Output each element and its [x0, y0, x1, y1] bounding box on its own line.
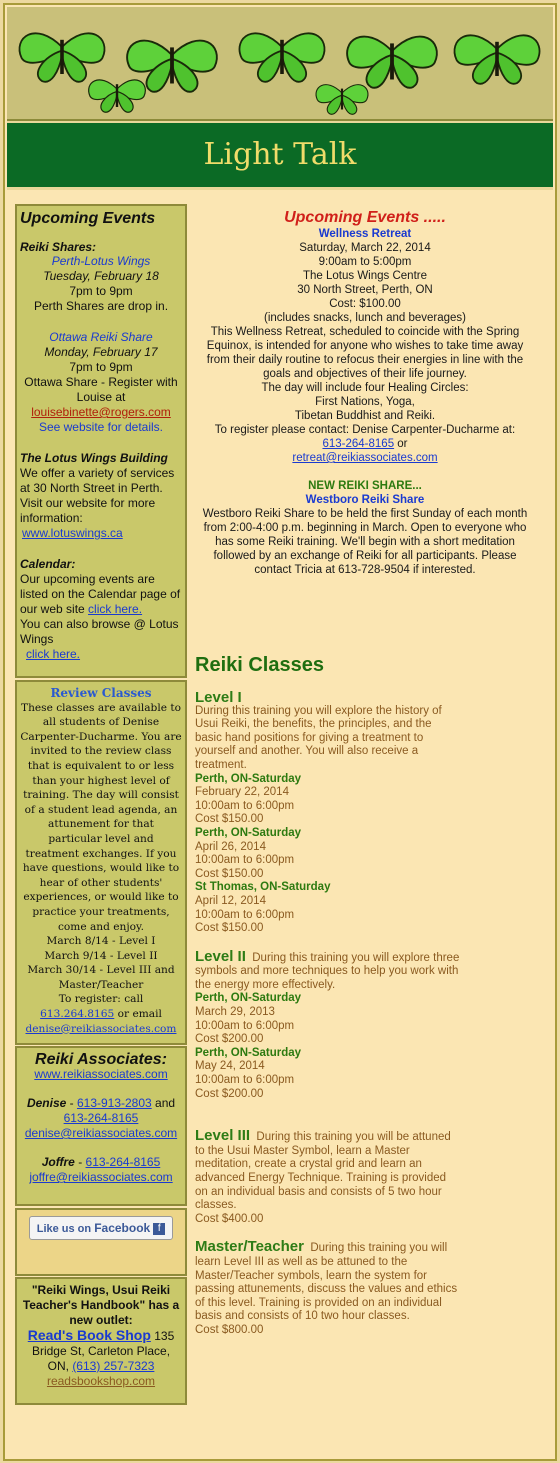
- browse-text: You can also browse @ Lotus Wings: [20, 617, 179, 646]
- events-heading: Upcoming Events .....: [284, 209, 446, 226]
- review-date1: March 8/14 - Level I: [46, 935, 156, 948]
- level2-title: Level II: [195, 947, 246, 965]
- session-date: April 26, 2014: [195, 840, 266, 853]
- session-time: 10:00am to 6:00pm: [195, 1019, 295, 1032]
- session-location: Perth, ON-Saturday: [195, 826, 302, 839]
- review-register: To register: call: [58, 993, 144, 1006]
- session-location: Perth, ON-Saturday: [195, 992, 302, 1005]
- level1-title: Level I: [195, 689, 242, 706]
- denise-phone2-link[interactable]: 613-264-8165: [63, 1111, 139, 1125]
- level3-cost: Cost $400.00: [195, 1212, 264, 1225]
- title-bar: [7, 121, 553, 190]
- page-frame: [3, 3, 557, 1461]
- or-text: or: [394, 438, 408, 450]
- session-cost: Cost $200.00: [195, 1033, 264, 1046]
- share-desc: Westboro Reiki Share to be held the first Sunday of each month from 2:00-4:00 p.m. beginning in March. Open to everyone who has some Reiki training. We'll begin with a short meditation followed by an exchange of Reiki for all participants. Please contact Tricia at 613-728-9504 if interested.: [202, 508, 528, 576]
- session-location: Perth, ON-Saturday: [195, 1046, 302, 1059]
- retreat-circles: The day will include four Healing Circles:: [261, 382, 469, 394]
- ottawa-date: Monday, February 17: [44, 345, 158, 359]
- denise-phone1-link[interactable]: 613-913-2803: [76, 1096, 152, 1110]
- book-address: 135 Bridge St, Carleton Place, ON,: [31, 1329, 175, 1373]
- retreat-incl: (includes snacks, lunch and beverages): [263, 312, 466, 324]
- review-classes-box: [15, 680, 187, 1045]
- retreat-circles2: First Nations, Yoga,: [315, 396, 415, 408]
- review-date3: March 30/14 - Level III and Master/Teacher: [27, 964, 175, 991]
- ottawa-note: Ottawa Share - Register with Louise at: [24, 375, 178, 404]
- denise-label: Denise: [26, 1096, 67, 1110]
- review-date2: March 9/14 - Level II: [44, 949, 158, 962]
- retreat-date: Saturday, March 22, 2014: [299, 242, 431, 254]
- session-time: 10:00am to 6:00pm: [195, 799, 295, 812]
- master-desc: During this training you will learn Level III as well as be attuned to the Master/Teacher symbols, learn the system for passing attunements, discuss the values and ethics of this level. Training is provided on an individual basis and consists of 10 two hour classes.: [195, 1242, 458, 1323]
- reiki-shares-label: Reiki Shares:: [20, 240, 97, 254]
- review-email-link[interactable]: denise@reikiassociates.com: [25, 1022, 177, 1035]
- session-date: May 24, 2014: [195, 1060, 265, 1073]
- level2-desc: During this training you will explore three symbols and more techniques to help you work with the energy more effectively.: [195, 951, 460, 991]
- perth-note: Perth Shares are drop in.: [33, 299, 169, 313]
- retreat-register: To register please contact: Denise Carpenter-Ducharme at:: [214, 424, 516, 436]
- master-title: Master/Teacher: [195, 1238, 304, 1256]
- facebook-label: Like us on: [36, 1223, 92, 1235]
- level1-session-3: [195, 881, 460, 935]
- share-new: NEW REIKI SHARE...: [308, 480, 422, 492]
- book-site-link[interactable]: readsbookshop.com: [46, 1374, 156, 1388]
- facebook-brand: Facebook: [94, 1221, 151, 1235]
- session-location: St Thomas, ON-Saturday: [195, 881, 331, 894]
- perth-lotus-label: Perth-Lotus Wings: [51, 254, 151, 268]
- ottawa-email-link[interactable]: louisebinette@rogers.com: [31, 405, 171, 419]
- review-phone-link[interactable]: 613.264.8165: [40, 1008, 115, 1021]
- session-cost: Cost $150.00: [195, 867, 264, 880]
- ottawa-see-link[interactable]: See website for details.: [38, 420, 164, 434]
- retreat-circles3: Tibetan Buddhist and Reiki.: [294, 410, 436, 422]
- session-date: April 12, 2014: [195, 894, 266, 907]
- level1-desc: During this training you will explore the history of Usui Reiki, the benefits, the principles, and the basic hand positions for giving a treatment to yourself and another. You will also receive a treatment.: [195, 704, 442, 771]
- book-phone-link[interactable]: (613) 257-7323: [72, 1359, 155, 1373]
- classes-section: [195, 653, 460, 1338]
- facebook-box: [15, 1208, 187, 1276]
- level2-session-1: [195, 992, 460, 1046]
- facebook-icon: f: [153, 1223, 165, 1235]
- book-box: [15, 1277, 187, 1405]
- butterflies-icon: [7, 7, 553, 119]
- browse-click-link[interactable]: click here.: [26, 647, 81, 661]
- ottawa-time: 7pm to 9pm: [69, 360, 133, 374]
- lotus-link[interactable]: www.lotuswings.ca: [22, 526, 123, 540]
- retreat-addr: 30 North Street, Perth, ON: [297, 284, 433, 296]
- lotus-heading: The Lotus Wings Building: [20, 451, 168, 465]
- retreat-time: 9:00am to 5:00pm: [318, 256, 412, 268]
- events-section: [195, 209, 535, 577]
- associates-site-link[interactable]: www.reikiassociates.com: [34, 1067, 168, 1081]
- share-title: Westboro Reiki Share: [305, 494, 425, 506]
- session-location: Perth, ON-Saturday: [195, 772, 302, 785]
- review-heading: Review Classes: [50, 686, 152, 700]
- classes-heading: Reiki Classes: [195, 654, 324, 676]
- level2-session-2: [195, 1047, 460, 1101]
- review-body: These classes are available to all students of Denise Carpenter-Ducharme. You are invited to the review class that is equivalent to or less than your highest level of training. The day will consist of a student lead agenda, an attunement for that particular level and treatment exchanges. If you have questions, would like to hear of other students' experiences, or would like to practice your treatments, come and enjoy.: [20, 701, 182, 933]
- session-cost: Cost $150.00: [195, 813, 264, 826]
- butterfly-banner: [7, 7, 553, 121]
- sidebar-events-heading: Upcoming Events: [20, 210, 156, 227]
- session-date: February 22, 2014: [195, 786, 289, 799]
- perth-time: 7pm to 9pm: [69, 284, 133, 298]
- perth-date: Tuesday, February 18: [43, 269, 159, 283]
- denise-email-link[interactable]: denise@reikiassociates.com: [24, 1126, 178, 1140]
- session-time: 10:00am to 6:00pm: [195, 1074, 295, 1087]
- session-cost: Cost $200.00: [195, 1087, 264, 1100]
- joffre-email-link[interactable]: joffre@reikiassociates.com: [29, 1170, 173, 1184]
- level1-session-1: [195, 773, 460, 827]
- associates-heading: Reiki Associates:: [35, 1051, 167, 1068]
- facebook-like-button[interactable]: [29, 1216, 173, 1240]
- retreat-email-link[interactable]: retreat@reikiassociates.com: [292, 452, 438, 464]
- joffre-label: Joffre: [41, 1155, 75, 1169]
- ottawa-label: Ottawa Reiki Share: [49, 330, 153, 344]
- session-date: March 29, 2013: [195, 1006, 275, 1019]
- book-shop-link[interactable]: Read's Book Shop: [27, 1327, 151, 1343]
- level1-session-2: [195, 827, 460, 881]
- site-title: Light Talk: [203, 137, 357, 172]
- level3-desc: During this training you will be attuned to the Usui Master Symbol, learn a Master meditation, create a crystal grid and learn an advanced Energy Technique. Training is provided on an individual basis and consists of 5 two hour classes.: [195, 1131, 451, 1212]
- and-text: and: [151, 1096, 176, 1110]
- retreat-desc: This Wellness Retreat, scheduled to coincide with the Spring Equinox, is intended for anyone who wishes to take time away from their daily routine to refocus their energies in line with the goals and objectives of their life journey.: [206, 326, 524, 380]
- joffre-phone-link[interactable]: 613-264-8165: [85, 1155, 161, 1169]
- associates-box: Reiki Associates: www.reikiassociates.com Denise - 613-913-2803 and 613-264-8165 denise@reikiassociates.com Joffre - 613-264-8165 joffre@reikiassociates.com: [15, 1046, 187, 1206]
- retreat-title: Wellness Retreat: [318, 228, 412, 240]
- session-cost: Cost $150.00: [195, 922, 264, 935]
- retreat-place: The Lotus Wings Centre: [302, 270, 427, 282]
- calendar-text: Our upcoming events are listed on the Calendar page of our web site: [20, 572, 181, 616]
- lotus-text: We offer a variety of services at 30 North Street in Perth. Visit our website for more information:: [20, 466, 175, 525]
- book-title: "Reiki Wings, Usui Reiki Teacher's Handbook" has a new outlet:: [22, 1283, 180, 1327]
- session-time: 10:00am to 6:00pm: [195, 908, 295, 921]
- retreat-phone-link[interactable]: 613-264-8165: [322, 438, 395, 450]
- retreat-cost: Cost: $100.00: [329, 298, 401, 310]
- calendar-click-link[interactable]: click here.: [88, 602, 143, 616]
- calendar-heading: Calendar:: [20, 557, 76, 571]
- level3-title: Level III: [195, 1127, 251, 1145]
- or-email-text: or email: [114, 1008, 162, 1021]
- sidebar-events-box: [15, 204, 187, 678]
- session-time: 10:00am to 6:00pm: [195, 854, 295, 867]
- master-cost: Cost $800.00: [195, 1323, 264, 1336]
